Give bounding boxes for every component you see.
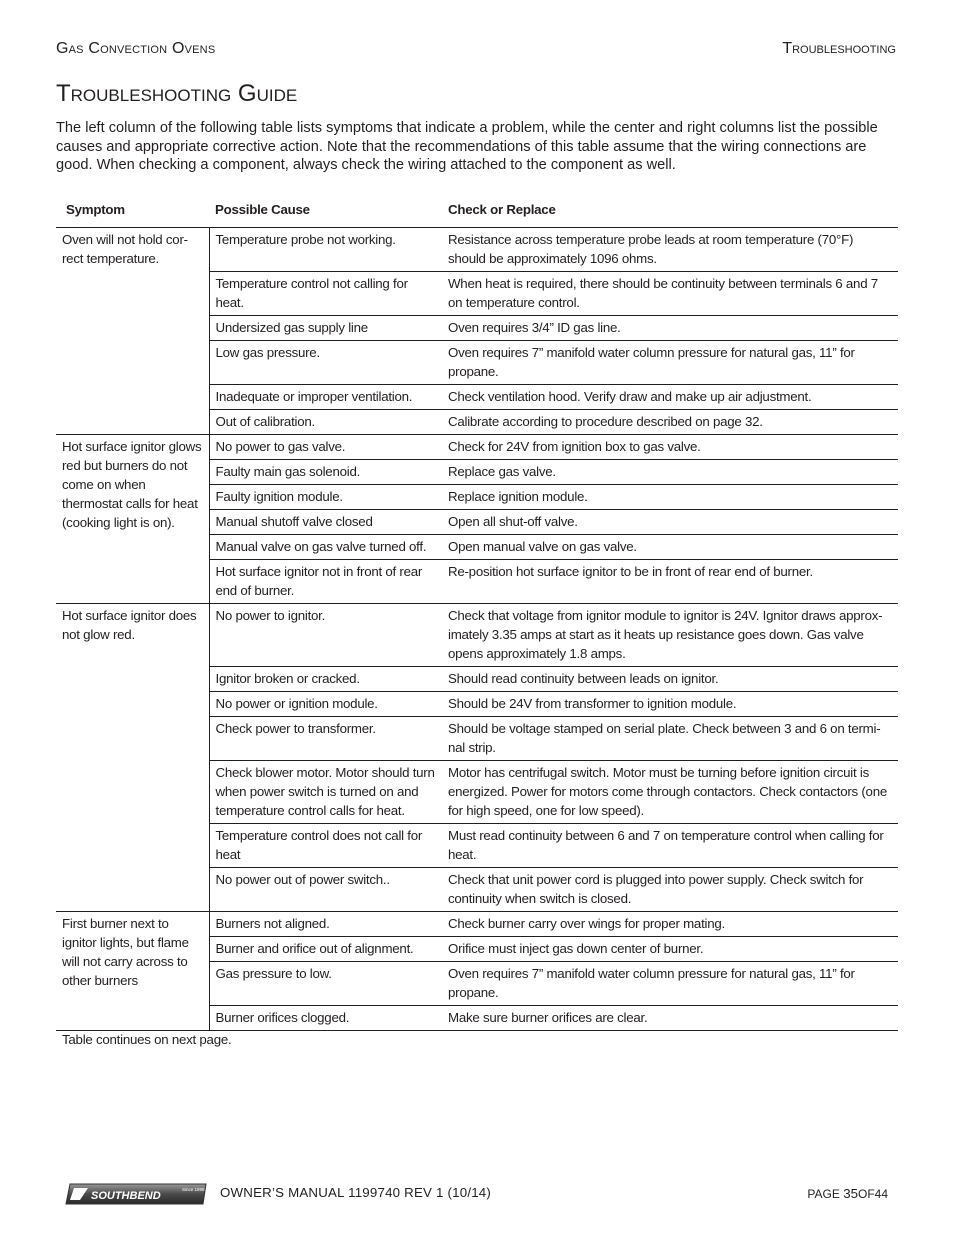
check-cell: When heat is required, there should be continuity between terminals 6 and 7 on temperature control.: [442, 272, 898, 316]
cause-cell: Out of calibration.: [209, 410, 442, 435]
check-cell: Oven requires 7” manifold water column pressure for natural gas, 11” for propane.: [442, 962, 898, 1006]
table-row: [56, 435, 898, 460]
check-cell: Replace gas valve.: [442, 460, 898, 485]
troubleshooting-table: [56, 197, 898, 1031]
cause-cell: Burner orifices clogged.: [209, 1006, 442, 1031]
page-of: OF44: [857, 1187, 888, 1201]
check-cell: Oven requires 7” manifold water column pressure for natural gas, 11” for propane.: [442, 341, 898, 385]
cause-cell: Ignitor broken or cracked.: [209, 667, 442, 692]
check-cell: Check ventilation hood. Verify draw and make up air adjustment.: [442, 385, 898, 410]
check-cell: Check that unit power cord is plugged into power supply. Check switch for continuity when switch is closed.: [442, 868, 898, 912]
check-cell: Check for 24V from ignition box to gas valve.: [442, 435, 898, 460]
check-cell: Should be voltage stamped on serial plate. Check between 3 and 6 on termi-nal strip.: [442, 717, 898, 761]
symptom-cell: Oven will not hold cor-rect temperature.: [56, 228, 209, 435]
check-cell: Motor has centrifugal switch. Motor must be turning before ignition circuit is energized. Power for motors come through contactors. Check contactors (one for high speed, one for low speed).: [442, 761, 898, 824]
page-num: 35: [843, 1186, 858, 1201]
cause-cell: No power to gas valve.: [209, 435, 442, 460]
cause-cell: Undersized gas supply line: [209, 316, 442, 341]
check-cell: Open manual valve on gas valve.: [442, 535, 898, 560]
table-header-row: [56, 197, 898, 228]
check-cell: Check burner carry over wings for proper mating.: [442, 912, 898, 937]
header-symptom: Symptom: [56, 197, 209, 228]
page-footer: [64, 1181, 898, 1207]
header-possible-cause: Possible Cause: [209, 197, 442, 228]
symptom-cell: Hot surface ignitor glows red but burners do not come on when thermostat calls for heat (cooking light is on).: [56, 435, 209, 604]
check-cell: Make sure burner orifices are clear.: [442, 1006, 898, 1031]
running-header-section: Troubleshooting: [782, 40, 896, 57]
cause-cell: Check blower motor. Motor should turn when power switch is turned on and temperature control calls for heat.: [209, 761, 442, 824]
cause-cell: Burners not aligned.: [209, 912, 442, 937]
running-header-title: Gas Convection Ovens: [56, 40, 216, 57]
check-cell: Orifice must inject gas down center of burner.: [442, 937, 898, 962]
cause-cell: Burner and orifice out of alignment.: [209, 937, 442, 962]
symptom-cell: First burner next to ignitor lights, but flame will not carry across to other burners: [56, 912, 209, 1031]
page-label: PAGE: [807, 1187, 840, 1201]
cause-cell: Gas pressure to low.: [209, 962, 442, 1006]
check-cell: Check that voltage from ignitor module to ignitor is 24V. Ignitor draws approx-imately 3.35 amps at start as it heats up resistance goes down. Gas valve opens approximately 1.8 amps.: [442, 604, 898, 667]
cause-cell: Check power to transformer.: [209, 717, 442, 761]
cause-cell: Faulty ignition module.: [209, 485, 442, 510]
page-number: [807, 1186, 888, 1201]
check-cell: Resistance across temperature probe leads at room temperature (70°F) should be approximately 1096 ohms.: [442, 228, 898, 272]
cause-cell: No power to ignitor.: [209, 604, 442, 667]
logo-since: Since 1898: [182, 1187, 205, 1192]
cause-cell: Temperature control does not call for heat: [209, 824, 442, 868]
cause-cell: Temperature control not calling for heat.: [209, 272, 442, 316]
cause-cell: No power or ignition module.: [209, 692, 442, 717]
cause-cell: Low gas pressure.: [209, 341, 442, 385]
cause-cell: Manual valve on gas valve turned off.: [209, 535, 442, 560]
table-continues-note: Table continues on next page.: [62, 1032, 232, 1047]
check-cell: Oven requires 3/4” ID gas line.: [442, 316, 898, 341]
cause-cell: Hot surface ignitor not in front of rear end of burner.: [209, 560, 442, 604]
southbend-logo: [64, 1183, 209, 1205]
cause-cell: Manual shutoff valve closed: [209, 510, 442, 535]
check-cell: Should read continuity between leads on ignitor.: [442, 667, 898, 692]
table-row: [56, 604, 898, 667]
intro-paragraph: The left column of the following table lists symptoms that indicate a problem, while the center and right columns list the possible causes and appropriate corrective action. Note that the recommendations of this table assume that the wiring connections are good. When checking a component, always check the wiring attached to the component as well.: [56, 120, 878, 173]
check-cell: Must read continuity between 6 and 7 on temperature control when calling for heat.: [442, 824, 898, 868]
cause-cell: Inadequate or improper ventilation.: [209, 385, 442, 410]
check-cell: Re-position hot surface ignitor to be in front of rear end of burner.: [442, 560, 898, 604]
cause-cell: Temperature probe not working.: [209, 228, 442, 272]
check-cell: Replace ignition module.: [442, 485, 898, 510]
page-title: Troubleshooting Guide: [56, 80, 298, 107]
symptom-cell: Hot surface ignitor does not glow red.: [56, 604, 209, 912]
check-cell: Calibrate according to procedure described on page 32.: [442, 410, 898, 435]
cause-cell: Faulty main gas solenoid.: [209, 460, 442, 485]
check-cell: Should be 24V from transformer to ignition module.: [442, 692, 898, 717]
cause-cell: No power out of power switch..: [209, 868, 442, 912]
check-cell: Open all shut-off valve.: [442, 510, 898, 535]
troubleshooting-table-wrap: [56, 197, 898, 1031]
table-row: [56, 912, 898, 937]
manual-id: OWNER’S MANUAL 1199740 REV 1 (10/14): [220, 1185, 492, 1200]
table-body: [56, 228, 898, 1031]
header-check-or-replace: Check or Replace: [442, 197, 898, 228]
table-row: [56, 228, 898, 272]
logo-wordmark: SOUTHBEND: [91, 1190, 161, 1202]
